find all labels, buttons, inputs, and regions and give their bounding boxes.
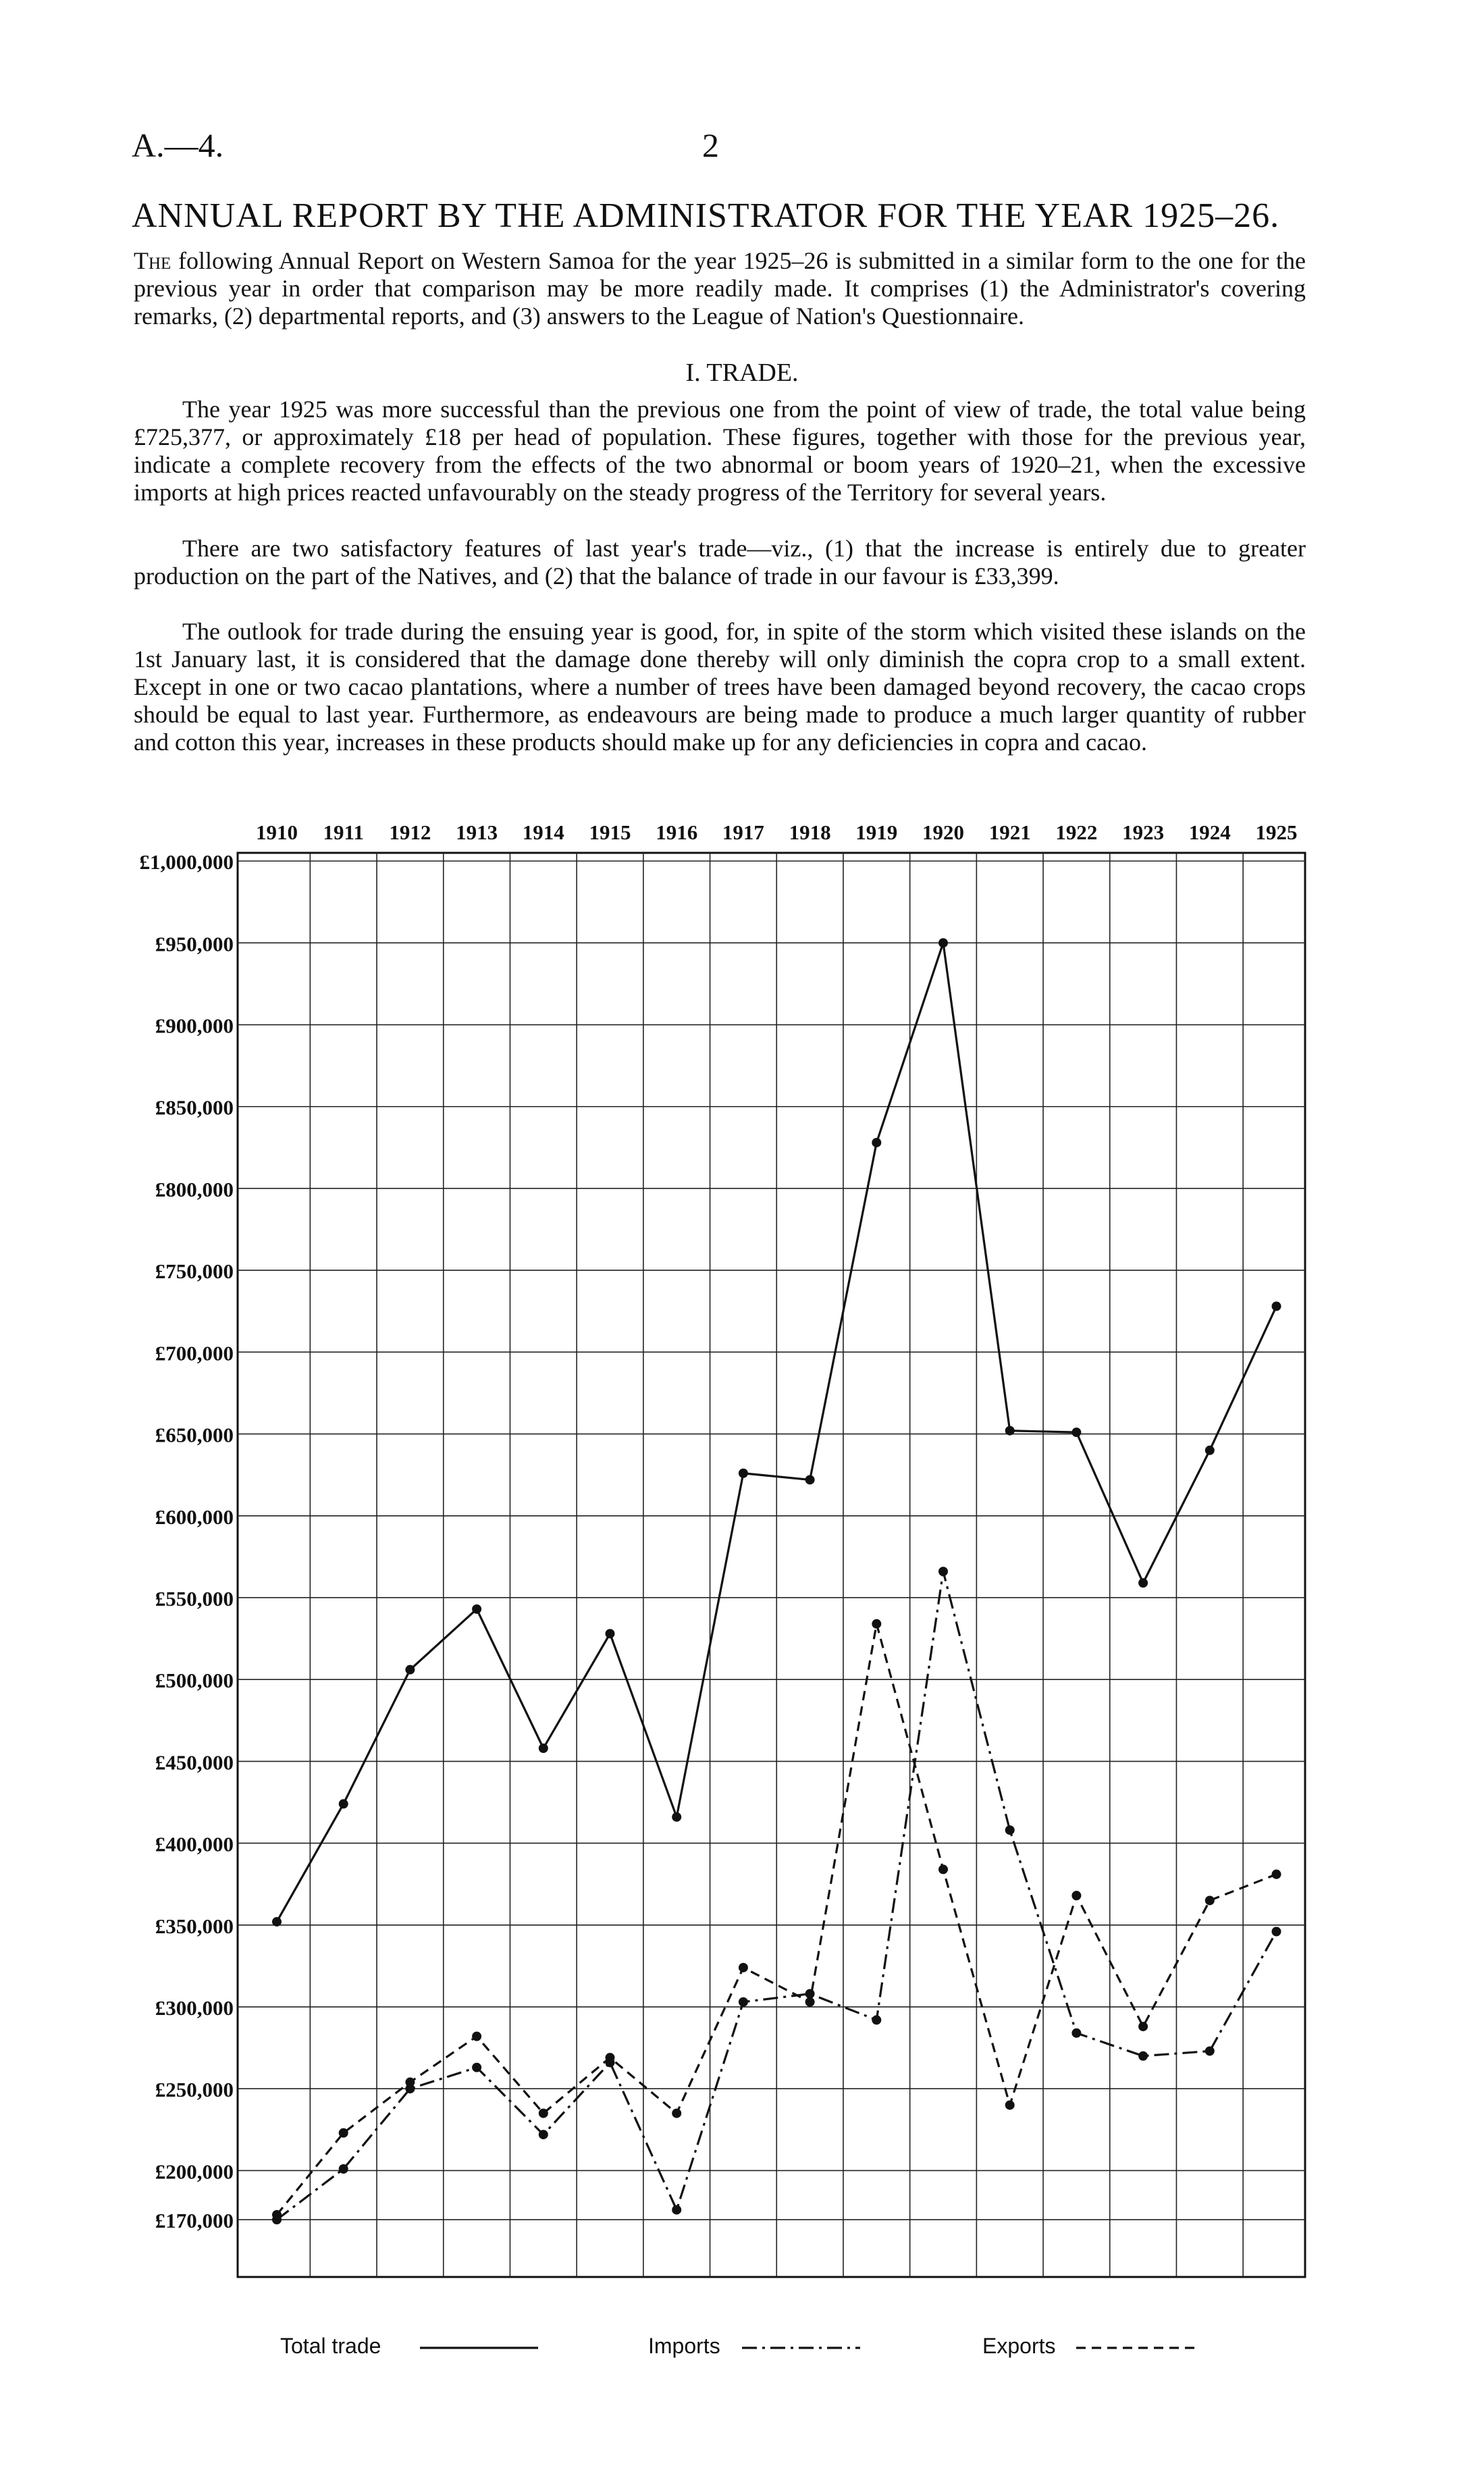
- data-point-imports: [1138, 2051, 1148, 2061]
- data-point-imports: [1272, 1927, 1281, 1937]
- document-reference: A.—4.: [132, 126, 224, 164]
- data-point-exports: [1205, 1895, 1215, 1905]
- data-point-exports: [339, 2128, 348, 2138]
- data-point-exports: [1005, 2100, 1015, 2110]
- y-tick-label: £750,000: [155, 1259, 234, 1284]
- data-point-total-trade: [672, 1812, 681, 1822]
- data-point-total-trade: [606, 1629, 615, 1638]
- x-tick-label: 1922: [1055, 820, 1098, 844]
- data-point-total-trade: [1138, 1578, 1148, 1588]
- x-tick-label: 1917: [722, 820, 764, 844]
- x-tick-label: 1921: [988, 820, 1031, 844]
- data-point-total-trade: [872, 1138, 881, 1147]
- data-point-total-trade: [1071, 1427, 1081, 1437]
- data-point-total-trade: [1272, 1301, 1281, 1311]
- trade-paragraph-2: There are two satisfactory features of last year's trade—viz., (1) that the increase is entirely due to greater production on the part of the Natives, and (2) that the balance of trade in our favour is £33,399.: [134, 535, 1306, 590]
- section-heading: I. TRADE.: [685, 359, 799, 387]
- y-tick-label: £400,000: [155, 1832, 234, 1856]
- legend-label: Exports: [982, 2334, 1056, 2358]
- y-tick-label: £550,000: [155, 1586, 234, 1610]
- data-point-imports: [1005, 1825, 1015, 1835]
- data-point-total-trade: [539, 1744, 548, 1753]
- data-point-exports: [472, 2032, 481, 2041]
- data-point-total-trade: [339, 1799, 348, 1808]
- data-point-exports: [872, 1619, 881, 1629]
- y-tick-label: £350,000: [155, 1914, 234, 1938]
- data-point-imports: [672, 2205, 681, 2215]
- data-point-exports: [606, 2053, 615, 2062]
- x-tick-label: 1919: [855, 820, 898, 844]
- data-point-imports: [872, 2015, 881, 2024]
- y-tick-label: £700,000: [155, 1341, 234, 1365]
- data-point-exports: [1272, 1870, 1281, 1879]
- y-tick-label: £950,000: [155, 932, 234, 956]
- y-tick-label: £900,000: [155, 1014, 234, 1038]
- x-tick-label: 1910: [256, 820, 298, 844]
- data-point-total-trade: [405, 1665, 415, 1675]
- y-tick-label: £600,000: [155, 1504, 234, 1529]
- data-point-exports: [272, 2210, 282, 2220]
- y-tick-label: £300,000: [155, 1996, 234, 2020]
- data-point-exports: [405, 2078, 415, 2087]
- data-point-exports: [1138, 2022, 1148, 2031]
- x-tick-label: 1913: [456, 820, 498, 844]
- data-point-total-trade: [805, 1475, 815, 1484]
- data-point-total-trade: [1005, 1426, 1015, 1436]
- data-point-exports: [1071, 1891, 1081, 1900]
- x-tick-label: 1925: [1255, 820, 1298, 844]
- data-point-imports: [539, 2130, 548, 2139]
- data-point-imports: [938, 1567, 948, 1576]
- x-tick-label: 1918: [789, 820, 831, 844]
- x-tick-label: 1912: [389, 820, 431, 844]
- data-point-total-trade: [472, 1604, 481, 1614]
- data-point-imports: [1071, 2028, 1081, 2038]
- page-number: 2: [702, 126, 719, 164]
- data-point-exports: [672, 2109, 681, 2118]
- data-point-total-trade: [739, 1469, 748, 1478]
- x-tick-label: 1914: [522, 820, 564, 844]
- data-point-exports: [739, 1963, 748, 1972]
- x-tick-label: 1920: [922, 820, 964, 844]
- data-point-imports: [1205, 2046, 1215, 2055]
- intro-text: following Annual Report on Western Samoa for the year 1925–26 is submitted in a similar form to the one for the previous year in order that comparison may be more readily made. It comprises (1) the Administrator's covering remarks, (2) departmental reports, and (3) answers to the League of Nation's Questionnaire.: [134, 247, 1306, 330]
- x-tick-label: 1923: [1122, 820, 1165, 844]
- y-tick-label: £1,000,000: [139, 850, 234, 874]
- data-point-total-trade: [938, 938, 948, 947]
- data-point-exports: [539, 2109, 548, 2118]
- data-point-imports: [472, 2063, 481, 2072]
- legend-label: Total trade: [280, 2334, 381, 2358]
- data-point-total-trade: [1205, 1446, 1215, 1455]
- y-tick-label: £850,000: [155, 1095, 234, 1120]
- x-tick-label: 1916: [656, 820, 698, 844]
- x-tick-label: 1915: [589, 820, 631, 844]
- y-tick-label: £200,000: [155, 2159, 234, 2184]
- plot-frame: [238, 853, 1305, 2277]
- data-point-imports: [339, 2164, 348, 2174]
- data-point-exports: [805, 1997, 815, 2007]
- y-tick-label: £450,000: [155, 1750, 234, 1775]
- data-point-imports: [739, 1997, 748, 2007]
- y-tick-label: £500,000: [155, 1669, 234, 1693]
- y-tick-label: £650,000: [155, 1423, 234, 1447]
- y-tick-label: £250,000: [155, 2078, 234, 2102]
- report-title: ANNUAL REPORT BY THE ADMINISTRATOR FOR THE YEAR 1925–26.: [132, 196, 1280, 235]
- y-tick-label: £170,000: [155, 2209, 234, 2233]
- trade-paragraph-1: The year 1925 was more successful than the previous one from the point of view of trade, the total value being £725,377, or approximately £18 per head of population. These figures, together with those for the previous year, indicate a complete recovery from the effects of the two abnormal or boom years of 1920–21, when the excessive imports at high prices reacted unfavourably on the steady progress of the Territory for several years.: [134, 396, 1306, 506]
- legend-label: Imports: [648, 2334, 720, 2358]
- x-tick-label: 1911: [323, 820, 364, 844]
- intro-lead-word: The: [134, 247, 171, 274]
- data-point-total-trade: [272, 1917, 282, 1927]
- trade-paragraph-3: The outlook for trade during the ensuing year is good, for, in spite of the storm which visited these islands on the 1st January last, it is considered that the damage done thereby will only diminish the copra crop to a small extent. Except in one or two cacao plantations, where a number of trees have been damaged beyond recovery, the cacao crops should be equal to last year. Furthermore, as endeavours are being made to produce a much larger quantity of rubber and cotton this year, increases in these products should make up for any deficiencies in copra and cacao.: [134, 618, 1306, 756]
- data-point-exports: [938, 1864, 948, 1874]
- x-tick-label: 1924: [1188, 820, 1231, 844]
- y-tick-label: £800,000: [155, 1177, 234, 1201]
